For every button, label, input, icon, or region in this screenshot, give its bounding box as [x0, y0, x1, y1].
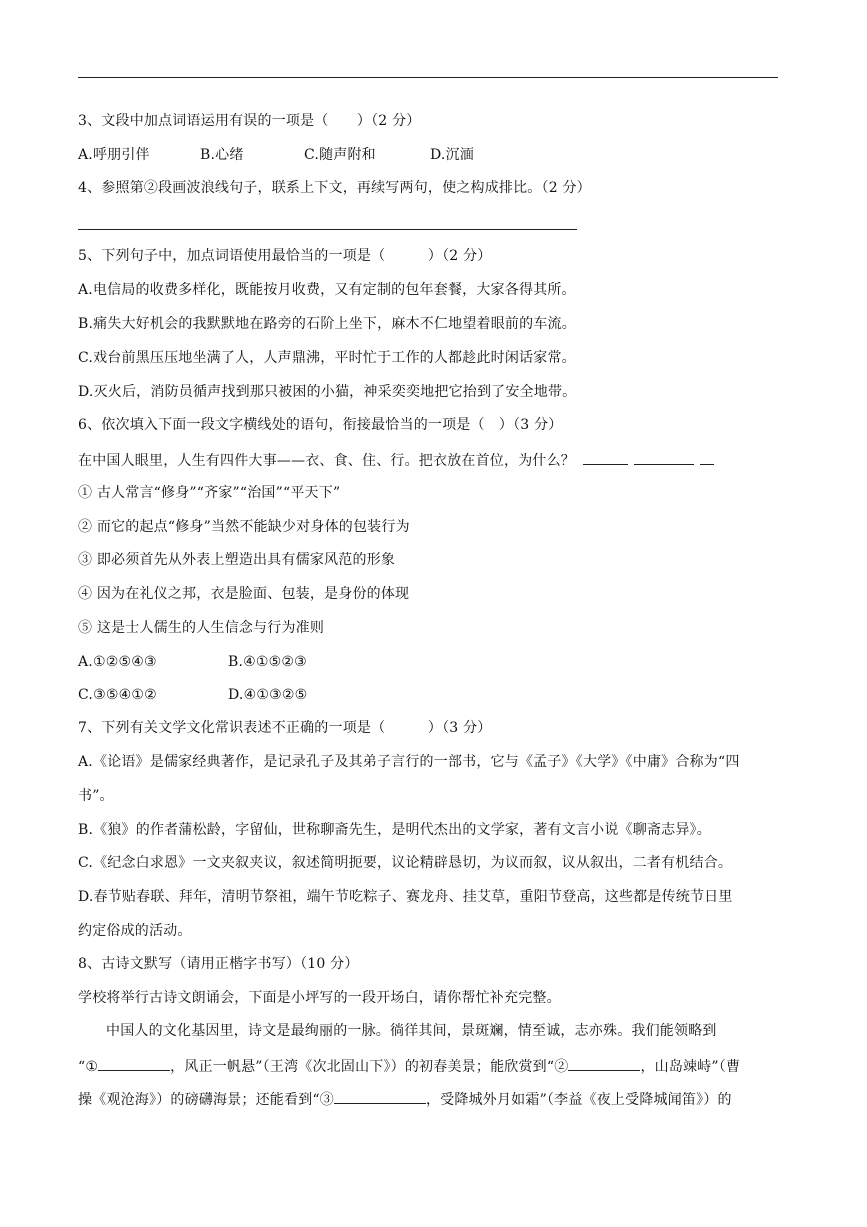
q5-option-b: B.痛失大好机会的我默默地在路旁的石阶上坐下，麻木不仁地望着眼前的车流。 — [78, 316, 576, 332]
q7-option-a-line-2: 书”。 — [78, 788, 114, 804]
q8-paragraph-line-1: 中国人的文化基因里，诗文是最绚丽的一脉。徜徉其间，景斑斓，情至诚，志亦殊。我们能领略到 — [106, 1023, 717, 1039]
q6-passage-text: 在中国人眼里，人生有四件大事——衣、食、住、行。把衣放在首位，为什么？ — [78, 453, 575, 469]
q8-blank-2[interactable] — [568, 1056, 640, 1071]
q6-option-b: B.④①⑤②③ — [228, 654, 307, 670]
q6-options-row-2 — [78, 686, 307, 704]
q6-option-c: C.③⑤④①② — [78, 687, 157, 703]
q6-sentence-3: ③ 即必须首先从外表上塑造出具有儒家风范的形象 — [78, 552, 396, 568]
q8-blank-1[interactable] — [98, 1056, 170, 1071]
q8-intro: 学校将举行古诗文朗诵会，下面是小坪写的一段开场白，请你帮忙补充完整。 — [78, 990, 561, 1006]
q7-option-b: B.《狼》的作者蒲松龄，字留仙，世称聊斋先生，是明代杰出的文学家，著有文言小说《聊斋志异》。 — [78, 822, 711, 838]
q5-stem: 5、下列句子中，加点词语使用最恰当的一项是（ ）（2 分） — [78, 248, 492, 264]
q5-option-d: D.灭火后，消防员循声找到那只被困的小猫，神采奕奕地把它抬到了安全地带。 — [78, 384, 577, 400]
q5-option-c: C.戏台前黑压压地坐满了人，人声鼎沸，平时忙于工作的人都趁此时闲话家常。 — [78, 350, 576, 366]
q3-options — [78, 146, 474, 164]
header-rule — [78, 77, 778, 78]
q7-option-c: C.《纪念白求恩》一文夹叙夹议，叙述简明扼要，议论精辟恳切，为议而叙，议从叙出，二者有机结合。 — [78, 855, 733, 871]
q8-paragraph-line-2 — [78, 1056, 740, 1076]
q4-answer-line[interactable] — [78, 229, 577, 230]
q8-l2-b: ，风正一帆悬”（王湾《次北固山下》）的初春美景；能欣赏到“② — [170, 1059, 569, 1075]
q7-option-a-line-1: A.《论语》是儒家经典著作，是记录孔子及其弟子言行的一部书，它与《孟子》《大学》《中庸》合称为“四 — [78, 754, 740, 770]
q6-blank-3[interactable] — [700, 450, 714, 465]
q6-passage — [78, 450, 714, 470]
q6-option-a: A.①②⑤④③ — [78, 654, 157, 670]
q3-option-a: A.呼朋引伴 — [78, 147, 150, 163]
q7-option-d-line-2: 约定俗成的活动。 — [78, 923, 192, 939]
q6-sentence-5: ⑤ 这是士人儒生的人生信念与行为准则 — [78, 620, 325, 636]
q8-paragraph-line-3 — [78, 1089, 732, 1109]
q4-stem: 4、参照第②段画波浪线句子，联系上下文，再续写两句，使之构成排比。（2 分） — [78, 180, 591, 196]
q6-sentence-1: ① 古人常言“修身”“齐家”“治国”“平天下” — [78, 485, 341, 501]
q3-option-d: D.沉湎 — [430, 147, 474, 163]
q3-stem: 3、文段中加点词语运用有误的一项是（ ）（2 分） — [78, 113, 421, 129]
q6-options-row-1 — [78, 653, 307, 671]
q6-sentence-4: ④ 因为在礼仪之邦，衣是脸面、包装，是身份的体现 — [78, 586, 410, 602]
q7-option-d-line-1: D.春节贴春联、拜年，清明节祭祖，端午节吃粽子、赛龙舟、挂艾草，重阳节登高，这些都是传统节日里 — [78, 889, 733, 905]
q8-l3-a: 操《观沧海》）的磅礴海景；还能看到“③ — [78, 1092, 334, 1108]
q6-blank-1[interactable] — [583, 450, 628, 465]
q8-stem: 8、古诗文默写（请用正楷字书写）（10 分） — [78, 956, 359, 972]
q8-l3-b: ，受降城外月如霜”（李益《夜上受降城闻笛》）的 — [425, 1092, 732, 1108]
q8-l2-a: “① — [78, 1059, 99, 1075]
q5-option-a: A.电信局的收费多样化，既能按月收费，又有定制的包年套餐，大家各得其所。 — [78, 282, 576, 298]
q3-option-c: C.随声附和 — [304, 147, 376, 163]
q6-option-d: D.④①③②⑤ — [228, 687, 308, 703]
q8-l2-c: ，山岛竦峙”（曹 — [640, 1059, 741, 1075]
q6-blank-2[interactable] — [634, 450, 694, 465]
q6-stem: 6、依次填入下面一段文字横线处的语句，衔接最恰当的一项是（ ）（3 分） — [78, 417, 563, 433]
q6-sentence-2: ② 而它的起点“修身”当然不能缺少对身体的包装行为 — [78, 519, 410, 535]
q3-option-b: B.心绪 — [200, 147, 244, 163]
q7-stem: 7、下列有关文学文化常识表述不正确的一项是（ ）（3 分） — [78, 720, 492, 736]
q8-blank-3[interactable] — [334, 1089, 426, 1104]
